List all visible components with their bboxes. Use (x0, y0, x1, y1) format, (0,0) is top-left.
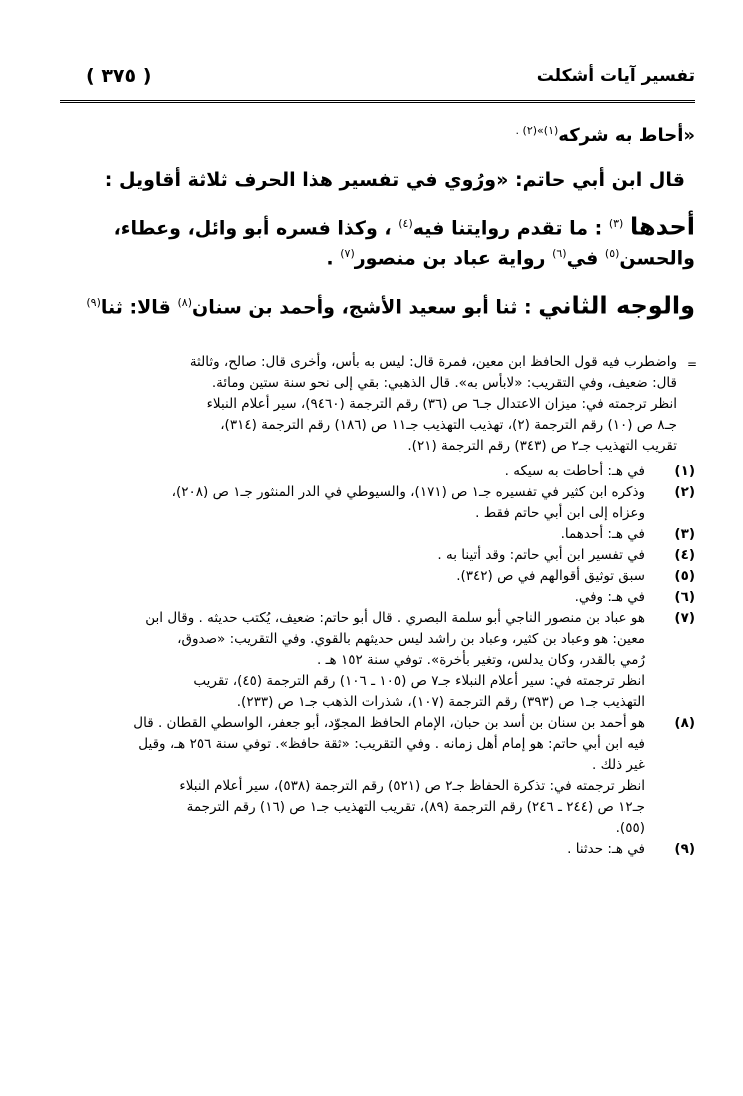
footnote-line: في هـ: أحدهما. (560, 526, 645, 542)
paragraph-5 (66, 290, 695, 320)
footnote-line: في هـ: وفي. (574, 589, 645, 605)
footnote-number: (٧) (674, 610, 695, 626)
footnote-line: فيه ابن أبي حاتم: هو إمام أهل زمانه . وفي التقريب: «ثقة حافظ». توفي سنة ٢٥٦ هـ، وقيل (138, 736, 645, 752)
footnote-3 (66, 524, 695, 545)
footnote-ref: (١)»(٢) . (515, 124, 559, 137)
footnote-ref: (٧) (340, 247, 355, 261)
header-rule (60, 100, 695, 103)
footnote-line: معين: هو وعباد بن كثير، وعباد بن راشد ليس حديثهم بالقوي. وفي التقريب: «صدوق، (177, 631, 645, 647)
continuation-mark: = (686, 357, 697, 371)
footnote-line: (٥٥). (615, 820, 645, 836)
footnote-line: جـ١٢ ص (٢٤٤ ـ ٢٤٦) رقم الترجمة (٨٩)، تقريب التهذيب جـ١ ص (١٦) رقم الترجمة (186, 799, 645, 815)
footnote-ref: (٤) (398, 217, 413, 230)
paragraph-text: : ثنا أبو سعيد الأشج، وأحمد بن سنان (191, 295, 532, 318)
footnote-number: (١) (674, 463, 695, 479)
footnote-line: وعزاه إلى ابن أبي حاتم فقط . (475, 505, 645, 521)
footnote-line: في تفسير ابن أبي حاتم: وقد أتينا به . (437, 547, 645, 563)
footnote-number: (٥) (674, 568, 695, 584)
footnote-line: في هـ: حدثنا . (567, 841, 645, 857)
footnote-8 (66, 713, 695, 839)
footnote-ref: (٣) (608, 217, 624, 230)
footnote-line: في هـ: أحاطت به سيكه . (504, 463, 645, 479)
footnote-line: رُمي بالقدر، وكان يدلس، وتغير بأخرة». توفي سنة ١٥٢ هـ . (317, 652, 645, 668)
footnote-6 (66, 587, 695, 608)
footnote-number: (٢) (674, 484, 695, 500)
footnote-7 (66, 608, 695, 713)
paragraph-text: قالا: ثنا (100, 295, 171, 318)
footnote-ref: (٩) (86, 295, 101, 309)
paragraph-text: في (566, 247, 599, 270)
footnote-line: جـ٨ ص (١٠) رقم الترجمة (٢)، تهذيب التهذيب جـ١١ ص (١٨٦) رقم الترجمة (٣١٤)، (220, 417, 677, 433)
paragraph-3 (66, 211, 695, 272)
footnote-line: انظر ترجمته في: تذكرة الحفاظ جـ٢ ص (٥٢١) رقم الترجمة (٥٣٨)، سير أعلام النبلاء (179, 778, 645, 794)
footnote-number: (٩) (674, 841, 695, 857)
footnote-line: هو أحمد بن سنان بن أسد بن حبان، الإمام الحافظ المجوّد، أبو جعفر، الواسطي القطان . قال (133, 715, 645, 731)
paragraph-text: رواية عباد بن منصور (354, 247, 546, 270)
footnote-line: سبق توثيق أقوالهم في ص (٣٤٢). (456, 568, 645, 584)
quote-text: «أحاط به شركه (558, 125, 695, 146)
footnote-line: غير ذلك . (592, 757, 645, 773)
main-text (66, 118, 695, 338)
paragraph-text: . (326, 247, 334, 270)
footnote-line: التهذيب جـ١ ص (٣٩٣) رقم الترجمة (١٠٧)، شذرات الذهب جـ١ ص (٢٣٣). (236, 694, 645, 710)
footnote-line: تقريب التهذيب جـ٢ ص (٣٤٣) رقم الترجمة (٢١). (407, 438, 677, 454)
paragraph-text: : ما تقدم روايتنا فيه (412, 217, 603, 240)
footnote-line: واضطرب فيه قول الحافظ ابن معين، فمرة قال: ليس به بأس، وأخرى قال: صالح، وثالثة (189, 354, 677, 370)
footnotes-section (66, 352, 695, 860)
footnote-line: انظر ترجمته في: سير أعلام النبلاء جـ٧ ص (١٠٥ ـ ١٠٦) رقم الترجمة (٤٥)، تقريب (193, 673, 645, 689)
footnote-5 (66, 566, 695, 587)
running-title: تفسير آيات أشكلت (536, 66, 695, 86)
footnote-9 (66, 839, 695, 860)
footnote-line: قال: ضعيف، وفي التقريب: «لابأس به». قال الذهبي: بقي إلى نحو سنة ستين ومائة. (211, 375, 677, 391)
footnote-2 (66, 482, 695, 524)
lead-phrase: والوجه الثاني (538, 290, 695, 319)
footnote-line: انظر ترجمته في: ميزان الاعتدال جـ٦ ص (٣٦) رقم الترجمة (٩٤٦٠)، سير أعلام النبلاء (206, 396, 677, 412)
running-header (60, 66, 695, 100)
paragraph-1 (66, 118, 695, 149)
paragraph-text: والحسن (619, 247, 695, 270)
footnote-line: هو عباد بن منصور الناجي أبو سلمة البصري . قال أبو حاتم: ضعيف، يُكتب حديثه . وقال ابن (145, 610, 645, 626)
paragraph-2: قال ابن أبي حاتم: «ورُوي في تفسير هذا الحرف ثلاثة أقاويل : (104, 169, 685, 191)
footnote-number: (٣) (674, 526, 695, 542)
lead-word: أحدها (629, 212, 695, 241)
footnote-number: (٤) (674, 547, 695, 563)
paragraph-text: ، وكذا فسره أبو وائل، وعطاء، (113, 217, 392, 240)
footnote-ref: (٦) (552, 247, 567, 261)
footnote-line: وذكره ابن كثير في تفسيره جـ١ ص (١٧١)، والسيوطي في الدر المنثور جـ١ ص (٢٠٨)، (171, 484, 645, 500)
footnote-ref: (٥) (604, 247, 620, 261)
footnote-continuation (66, 352, 695, 457)
footnote-4 (66, 545, 695, 566)
footnote-number: (٦) (674, 589, 695, 605)
footnote-ref: (٨) (177, 295, 192, 309)
footnote-number: (٨) (674, 715, 695, 731)
footnote-1 (66, 461, 695, 482)
page-number: ( ٣٧٥ ) (86, 65, 152, 87)
